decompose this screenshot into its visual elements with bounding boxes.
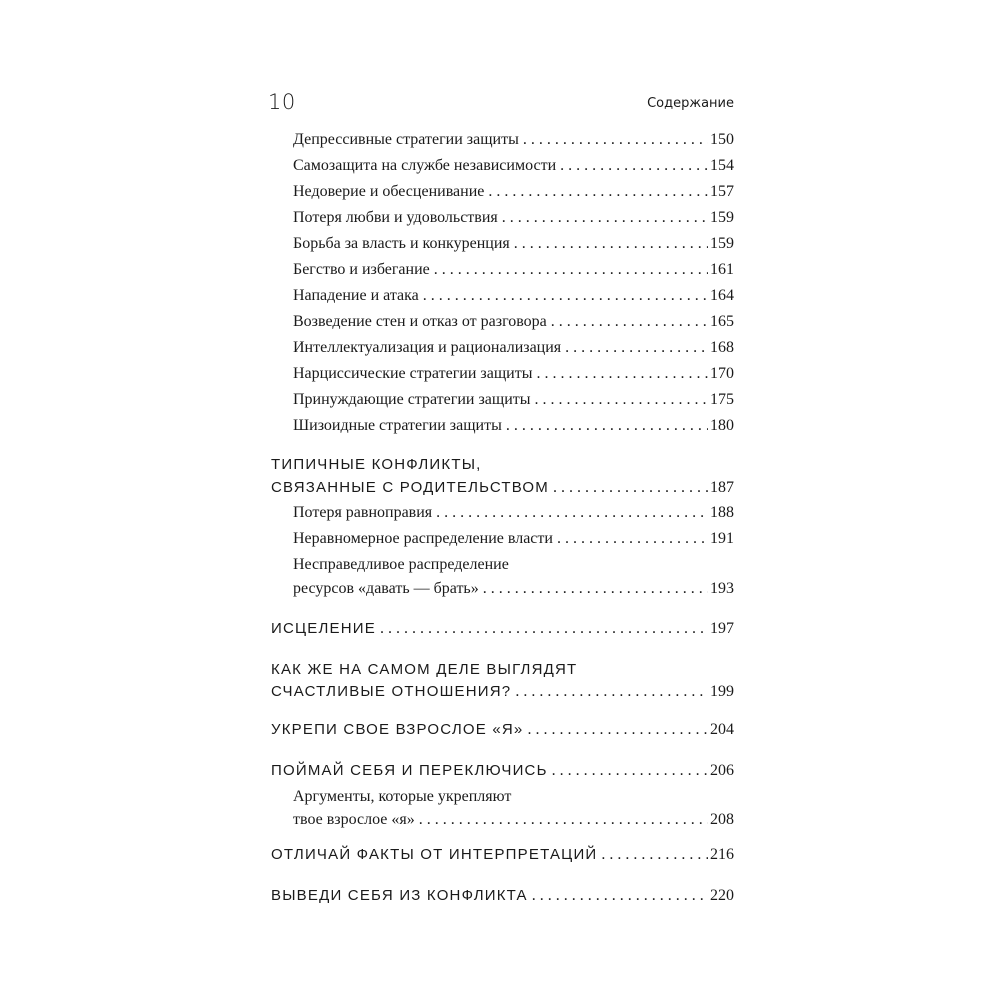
dot-leader [423,287,708,305]
toc-section-title-line1: ТИПИЧНЫЕ КОНФЛИКТЫ, [271,456,482,473]
dot-leader [436,504,708,522]
toc-entry-page: 175 [710,391,734,408]
toc-entry-title: Потеря любви и удовольствия [293,209,498,226]
toc-section-title-line1: КАК ЖЕ НА САМОМ ДЕЛЕ ВЫГЛЯДЯТ [271,661,578,678]
toc-section[interactable] [271,479,734,501]
toc-entry-title: Неравномерное распределение власти [293,530,553,547]
toc-entry-title: Принуждающие стратегии защиты [293,391,531,408]
dot-leader [601,846,708,864]
toc-entry-page: 164 [710,287,734,304]
toc-section-title: ИСЦЕЛЕНИЕ [271,620,376,637]
toc-entry-page: 154 [710,157,734,174]
toc-section[interactable] [271,887,734,909]
toc-entry[interactable] [293,313,734,335]
toc-entry-title-line1: Несправедливое распределение [293,556,509,573]
toc-section[interactable] [271,762,734,784]
toc-entry[interactable] [293,580,734,602]
toc-entry[interactable] [293,339,734,361]
toc-entry-page: 168 [710,339,734,356]
toc-entry[interactable] [293,131,734,153]
toc-entry-page: 161 [710,261,734,278]
toc-section-title: СВЯЗАННЫЕ С РОДИТЕЛЬСТВОМ [271,479,549,496]
toc-entry[interactable] [293,287,734,309]
dot-leader [380,620,708,638]
dot-leader [551,313,708,331]
toc-entry-page: 159 [710,209,734,226]
dot-leader [506,417,708,435]
toc-entry-title: Недоверие и обесценивание [293,183,485,200]
toc-section-title: ОТЛИЧАЙ ФАКТЫ ОТ ИНТЕРПРЕТАЦИЙ [271,846,598,863]
toc-section-title: ПОЙМАЙ СЕБЯ И ПЕРЕКЛЮЧИСЬ [271,762,548,779]
toc-section[interactable] [271,620,734,642]
toc-section-page: 199 [710,683,734,700]
toc-entry-page: 170 [710,365,734,382]
dot-leader [557,530,708,548]
dot-leader [502,209,708,227]
toc-entry[interactable] [293,235,734,257]
dot-leader [535,391,708,409]
toc-entry-title: Нападение и атака [293,287,419,304]
toc-entry-page: 188 [710,504,734,521]
toc-entry-title: Интеллектуализация и рационализация [293,339,562,356]
toc-entry-page: 150 [710,131,734,148]
dot-leader [419,811,708,829]
toc-section[interactable] [271,683,734,705]
toc-section-page: 220 [710,887,734,904]
toc-section-page: 197 [710,620,734,637]
dot-leader [483,580,708,598]
toc-entry-page: 180 [710,417,734,434]
toc-entry-title: Потеря равноправия [293,504,433,521]
dot-leader [565,339,708,357]
toc-entry[interactable] [293,417,734,439]
toc-entry[interactable] [293,530,734,552]
toc-entry-title: Шизоидные стратегии защиты [293,417,502,434]
toc-entry-title: Самозащита на службе независимости [293,157,557,174]
toc-section-title: УКРЕПИ СВОЕ ВЗРОСЛОЕ «Я» [271,721,524,738]
toc-section-page: 206 [710,762,734,779]
toc-entry[interactable] [293,504,734,526]
dot-leader [434,261,708,279]
toc-entry-title: Депрессивные стратегии защиты [293,131,519,148]
toc-section-page: 187 [710,479,734,496]
toc-entry-title: Борьба за власть и конкуренция [293,235,510,252]
toc-section-title: СЧАСТЛИВЫЕ ОТНОШЕНИЯ? [271,683,512,700]
toc-entry-page: 208 [710,811,734,828]
dot-leader [552,762,708,780]
dot-leader [514,235,708,253]
toc-entry-title: Возведение стен и отказ от разговора [293,313,547,330]
toc-section-page: 204 [710,721,734,738]
toc-section[interactable] [271,721,734,743]
toc-entry-page: 165 [710,313,734,330]
toc-entry[interactable] [293,157,734,179]
toc-entry[interactable] [293,183,734,205]
toc-entry[interactable] [293,209,734,231]
toc-entry-page: 159 [710,235,734,252]
toc-entry[interactable] [293,811,734,833]
page-number: 10 [268,90,296,114]
toc-entry-title: Нарциссические стратегии защиты [293,365,533,382]
dot-leader [527,721,708,739]
toc-entry[interactable] [293,261,734,283]
toc-entry-title: твое взрослое «я» [293,811,415,828]
dot-leader [515,683,708,701]
toc-section-title: ВЫВЕДИ СЕБЯ ИЗ КОНФЛИКТА [271,887,528,904]
dot-leader [536,365,708,383]
running-header: Содержание [647,96,734,111]
toc-entry-title: Бегство и избегание [293,261,430,278]
toc-entry-page: 193 [710,580,734,597]
toc-entry-page: 157 [710,183,734,200]
dot-leader [560,157,708,175]
dot-leader [488,183,708,201]
toc-entry-page: 191 [710,530,734,547]
toc-entry-title: ресурсов «давать — брать» [293,580,479,597]
toc-entry[interactable] [293,365,734,387]
toc-section[interactable] [271,846,734,868]
dot-leader [532,887,708,905]
toc-section-page: 216 [710,846,734,863]
toc-entry-title-line1: Аргументы, которые укрепляют [293,788,512,805]
dot-leader [553,479,708,497]
toc-entry[interactable] [293,391,734,413]
dot-leader [523,131,708,149]
